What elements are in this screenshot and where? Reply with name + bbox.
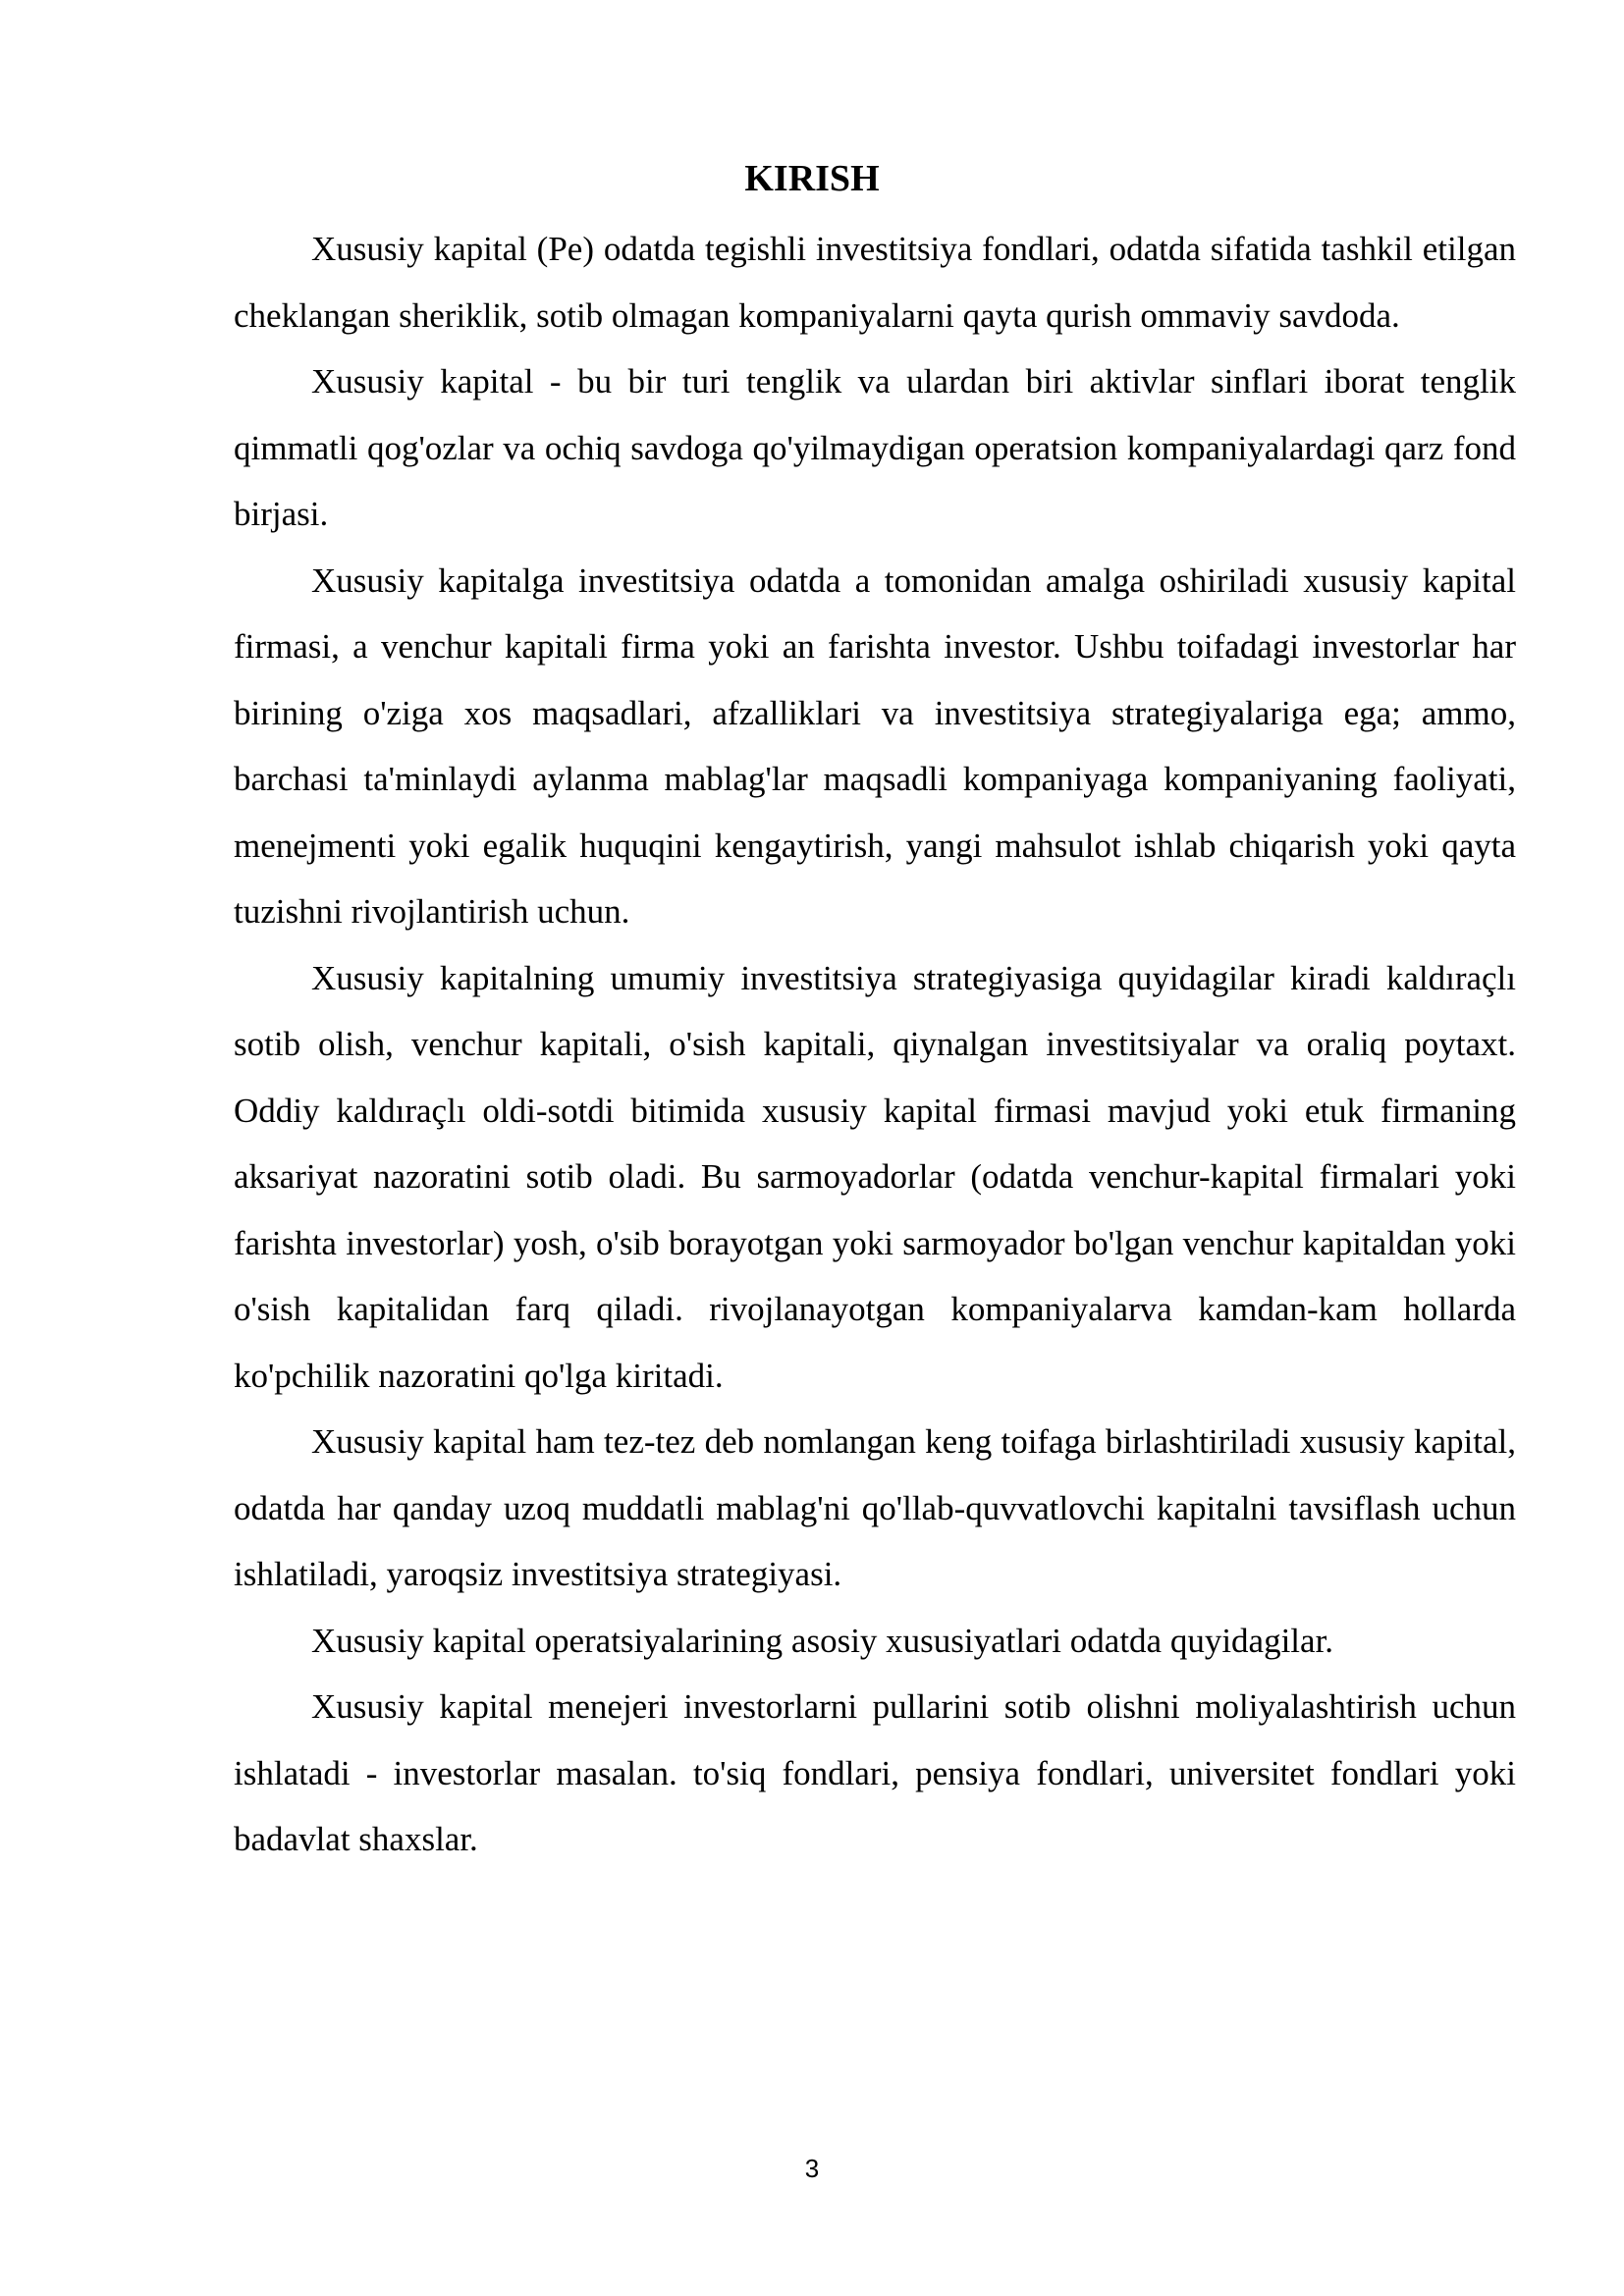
- page-number: 3: [804, 2154, 820, 2183]
- paragraph-4: Xususiy kapitalning umumiy investitsiya strategiyasiga quyidagilar kiradi kaldıraçlı sotib olish, venchur kapitali, o'sish kapitali, qiynalgan investitsiyalar va oraliq poytaxt. Oddiy kaldıraçlı oldi-sotdi bitimida xususiy kapital firmasi mavjud yoki etuk firmaning aksariyat nazoratini sotib oladi. Bu sarmoyadorlar (odatda venchur-kapital firmalari yoki farishta investorlar) yosh, o'sib borayotgan yoki sarmoyador bo'lgan venchur kapitaldan yoki o'sish kapitalidan farq qiladi. rivojlanayotgan kompaniyalarva kamdan-kam hollarda ko'pchilik nazoratini qo'lga kiritadi.: [234, 958, 1516, 1395]
- paragraph-6: Xususiy kapital operatsiyalarining asosiy xususiyatlari odatda quyidagilar.: [311, 1621, 1334, 1660]
- paragraph-2: Xususiy kapital - bu bir turi tenglik va ulardan biri aktivlar sinflari iborat tenglik qimmatli qog'ozlar va ochiq savdoga qo'yilmaydigan operatsion kompaniyalardagi qarz fond birjasi.: [234, 362, 1516, 533]
- paragraph-1: Xususiy kapital (Pe) odatda tegishli investitsiya fondlari, odatda sifatida tashkil etilgan cheklangan sheriklik, sotib olmagan kompaniyalarni qayta qurish ommaviy savdoda.: [234, 230, 1516, 335]
- body-text: [234, 216, 1516, 1873]
- page-title: KIRISH: [744, 158, 880, 199]
- paragraph-7: Xususiy kapital menejeri investorlarni pullarini sotib olishni moliyalashtirish uchun ishlatadi - investorlar masalan. to'siq fondlari, pensiya fondlari, universitet fondlari yoki badavlat shaxslar.: [234, 1687, 1516, 1858]
- paragraph-5: Xususiy kapital ham tez-tez deb nomlangan keng toifaga birlashtiriladi xususiy kapital, odatda har qanday uzoq muddatli mablag'ni qo'llab-quvvatlovchi kapitalni tavsiflash uchun ishlatiladi, yaroqsiz investitsiya strategiyasi.: [234, 1422, 1516, 1593]
- paragraph-3: Xususiy kapitalga investitsiya odatda a tomonidan amalga oshiriladi xususiy kapital firmasi, a venchur kapitali firma yoki an farishta investor. Ushbu toifadagi investorlar har birining o'ziga xos maqsadlari, afzalliklari va investitsiya strategiyalariga ega; ammo, barchasi ta'minlaydi aylanma mablag'lar maqsadli kompaniyaga kompaniyaning faoliyati, menejmenti yoki egalik huquqini kengaytirish, yangi mahsulot ishlab chiqarish yoki qayta tuzishni rivojlantirish uchun.: [234, 561, 1516, 931]
